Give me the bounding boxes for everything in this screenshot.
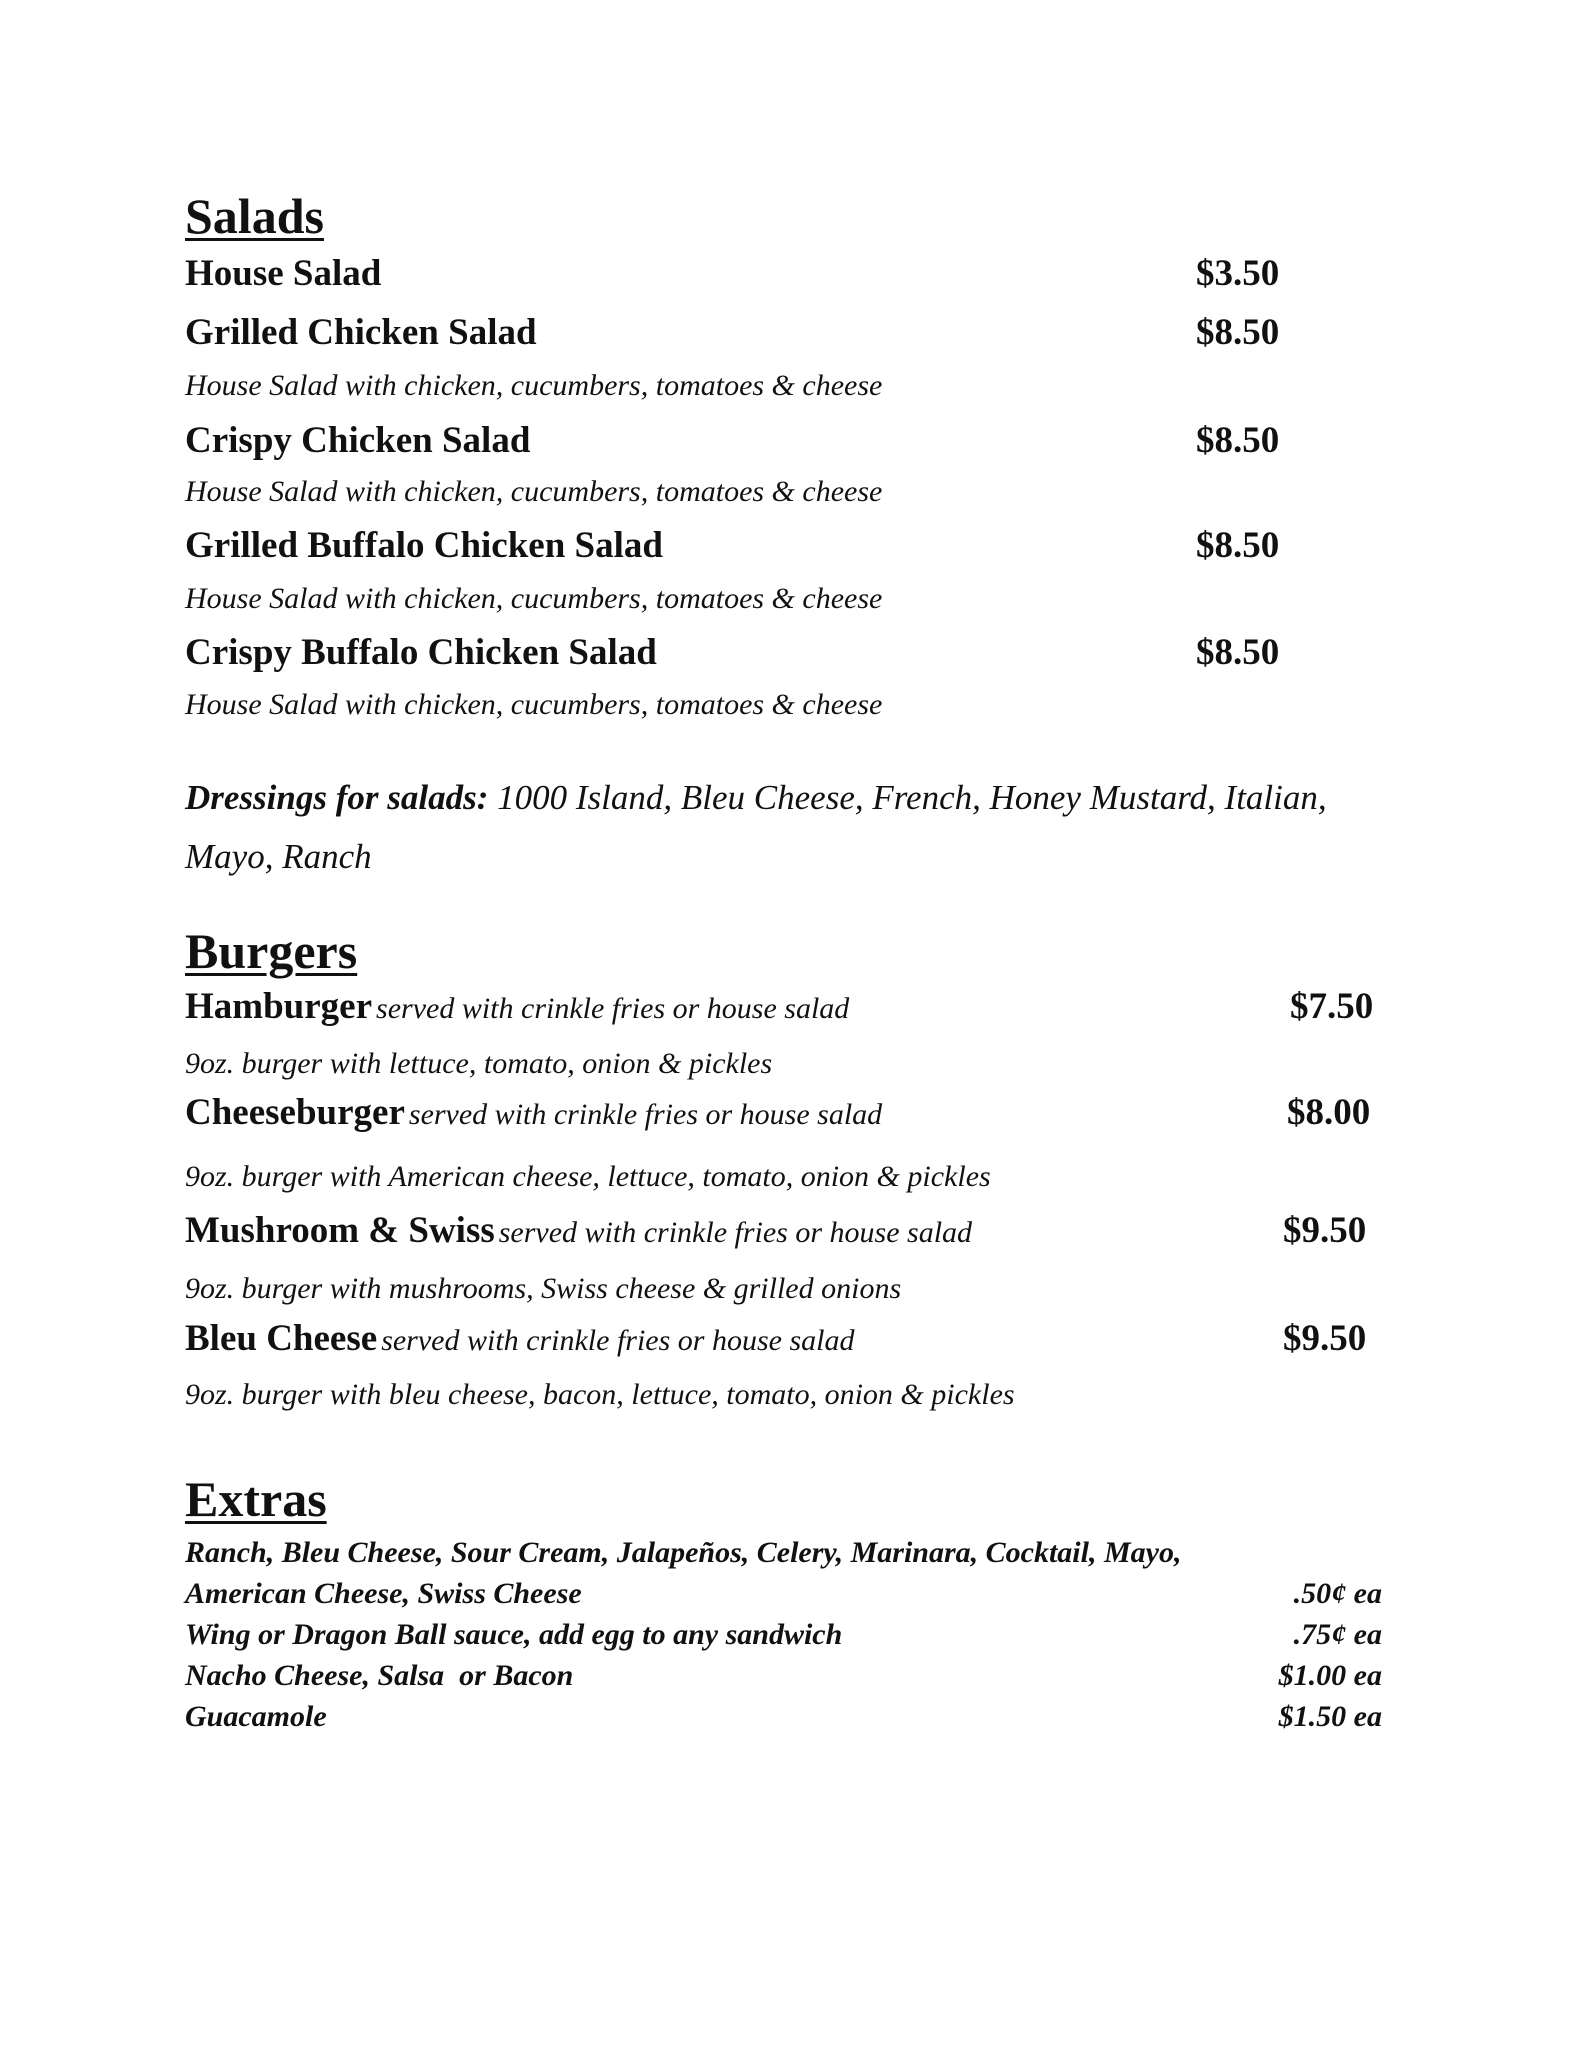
extras-list-line: Nacho Cheese, Salsa or Bacon [185,1659,574,1692]
extras-list-line: Ranch, Bleu Cheese, Sour Cream, Jalapeños, Celery, Marinara, Cocktail, Mayo, [185,1536,1182,1569]
menu-item-description: 9oz. burger with lettuce, tomato, onion & pickles [185,1047,773,1080]
burger-item-line [185,1317,854,1360]
menu-item-name: Hamburger [185,986,373,1027]
menu-item-price: $8.50 [1196,312,1280,353]
dressings-line [185,778,1327,818]
extras-price: $1.00 ea [1278,1659,1382,1692]
extras-list-line: Wing or Dragon Ball sauce, add egg to any sandwich [185,1618,843,1651]
burger-item-line [185,1209,972,1252]
burgers-heading: Burgers [185,923,358,979]
menu-item-name: Grilled Buffalo Chicken Salad [185,525,663,566]
menu-item-name: Grilled Chicken Salad [185,312,537,353]
served-with-note: served with crinkle fries or house salad [381,1324,855,1357]
menu-item-price: $8.50 [1196,420,1280,461]
extras-heading: Extras [185,1471,327,1527]
served-with-note: served with crinkle fries or house salad [376,992,850,1025]
menu-item-price: $3.50 [1196,253,1280,294]
menu-item-name: Bleu Cheese [185,1318,378,1359]
menu-item-price: $9.50 [1283,1318,1367,1359]
menu-item-description: House Salad with chicken, cucumbers, tomatoes & cheese [185,369,883,402]
menu-item-description: House Salad with chicken, cucumbers, tomatoes & cheese [185,582,883,615]
burger-item-line [185,985,849,1028]
menu-item-description: House Salad with chicken, cucumbers, tomatoes & cheese [185,688,883,721]
extras-list-line: Guacamole [185,1700,327,1733]
menu-item-name: Cheeseburger [185,1092,405,1133]
menu-item-price: $8.50 [1196,632,1280,673]
menu-item-name: Crispy Buffalo Chicken Salad [185,632,657,673]
menu-item-price: $7.50 [1290,986,1374,1027]
extras-price: $1.50 ea [1278,1700,1382,1733]
menu-item-name: Mushroom & Swiss [185,1210,495,1251]
extras-price: .50¢ ea [1293,1577,1382,1610]
salads-heading: Salads [185,188,324,244]
menu-item-price: $9.50 [1283,1210,1367,1251]
extras-list-line: American Cheese, Swiss Cheese [185,1577,582,1610]
menu-item-description: 9oz. burger with mushrooms, Swiss cheese & grilled onions [185,1272,902,1305]
dressings-list-continued: Mayo, Ranch [185,837,372,876]
served-with-note: served with crinkle fries or house salad [498,1216,973,1249]
menu-item-description: House Salad with chicken, cucumbers, tomatoes & cheese [185,475,883,508]
extras-price: .75¢ ea [1293,1618,1382,1651]
burger-item-line [185,1091,882,1134]
menu-item-description: 9oz. burger with bleu cheese, bacon, lettuce, tomato, onion & pickles [185,1378,1015,1411]
menu-item-name: Crispy Chicken Salad [185,420,531,461]
dressings-label: Dressings for salads: [185,778,489,817]
served-with-note: served with crinkle fries or house salad [408,1098,883,1131]
menu-item-price: $8.50 [1196,525,1280,566]
menu-item-description: 9oz. burger with American cheese, lettuce, tomato, onion & pickles [185,1160,991,1193]
dressings-list: 1000 Island, Bleu Cheese, French, Honey Mustard, Italian, [497,778,1327,817]
menu-item-price: $8.00 [1287,1092,1371,1133]
menu-item-name: House Salad [185,253,382,294]
